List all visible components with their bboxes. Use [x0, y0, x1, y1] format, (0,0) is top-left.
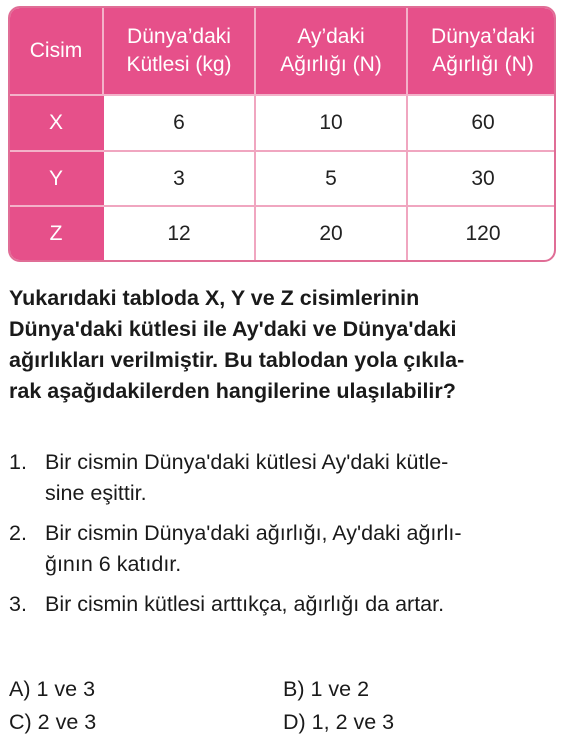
- table-cell: 20: [255, 206, 407, 260]
- table-cell: 10: [255, 95, 407, 151]
- header-moon-weight-line-2: Ağırlığı (N): [280, 53, 382, 76]
- option-c[interactable]: [9, 706, 283, 739]
- statement-item: [9, 447, 557, 509]
- statement-text: [45, 518, 557, 580]
- header-earth-weight-line-2: Ağırlığı (N): [432, 53, 534, 76]
- option-d[interactable]: [283, 706, 557, 739]
- statement-line: Bir cismin Dünya'daki ağırlığı, Ay'daki ağırlı-: [45, 521, 462, 545]
- answer-options: [9, 673, 557, 739]
- statement-line: ğının 6 katıdır.: [45, 552, 182, 576]
- table-cell: 5: [255, 151, 407, 207]
- option-letter: A): [9, 677, 31, 701]
- statement-number: 2.: [9, 521, 27, 545]
- header-earth-weight-line-1: Dünya’daki: [431, 25, 535, 48]
- question-line: ağırlıkları verilmiştir. Bu tablodan yola çıkıla-: [9, 348, 465, 372]
- table-cell: 30: [407, 151, 556, 207]
- option-row: [9, 706, 557, 739]
- data-table: [10, 8, 556, 260]
- header-earth-mass-line-1: Dünya’daki: [127, 25, 231, 48]
- statement-item: [9, 589, 557, 620]
- option-text: 1 ve 2: [310, 677, 370, 701]
- option-letter: C): [9, 710, 32, 734]
- row-label: Z: [10, 206, 103, 260]
- table-row: [10, 206, 556, 260]
- question-text: [9, 283, 555, 407]
- statement-number: 1.: [9, 450, 27, 474]
- statement-line: sine eşittir.: [45, 481, 147, 505]
- data-table-container: [8, 6, 556, 262]
- question-line: Dünya'daki kütlesi ile Ay'daki ve Dünya'daki: [9, 317, 457, 341]
- row-label: X: [10, 95, 103, 151]
- question-line: Yukarıdaki tabloda X, Y ve Z cisimlerinin: [9, 286, 420, 310]
- header-earth-weight: [407, 8, 556, 95]
- option-b[interactable]: [283, 673, 557, 706]
- table-row: [10, 95, 556, 151]
- header-earth-mass-line-2: Kütlesi (kg): [126, 53, 232, 76]
- option-text: 2 ve 3: [37, 710, 97, 734]
- statement-text: [45, 589, 557, 620]
- row-label: Y: [10, 151, 103, 207]
- header-moon-weight: [255, 8, 407, 95]
- question-line: rak aşağıdakilerden hangilerine ulaşılabilir?: [9, 379, 456, 403]
- statement-line: Bir cismin kütlesi arttıkça, ağırlığı da artar.: [45, 592, 445, 616]
- header-earth-mass: [103, 8, 255, 95]
- table-header-row: [10, 8, 556, 95]
- statement-text: [45, 447, 557, 509]
- statement-item: [9, 518, 557, 580]
- table-cell: 120: [465, 221, 501, 245]
- table-cell: 3: [103, 151, 255, 207]
- table-row: [10, 151, 556, 207]
- option-row: [9, 673, 557, 706]
- table-cell: 12: [103, 206, 255, 260]
- option-a[interactable]: [9, 673, 283, 706]
- option-text: 1, 2 ve 3: [311, 710, 395, 734]
- table-cell: 60: [407, 95, 556, 151]
- header-moon-weight-line-1: Ay’daki: [297, 25, 365, 48]
- option-letter: B): [283, 677, 305, 701]
- header-object: [10, 8, 103, 95]
- statement-list: [9, 447, 557, 629]
- option-text: 1 ve 3: [36, 677, 96, 701]
- table-cell: 6: [103, 95, 255, 151]
- header-object-line: Cisim: [29, 39, 83, 62]
- statement-line: Bir cismin Dünya'daki kütlesi Ay'daki kütle-: [45, 450, 449, 474]
- option-letter: D): [283, 710, 306, 734]
- statement-number: 3.: [9, 592, 27, 616]
